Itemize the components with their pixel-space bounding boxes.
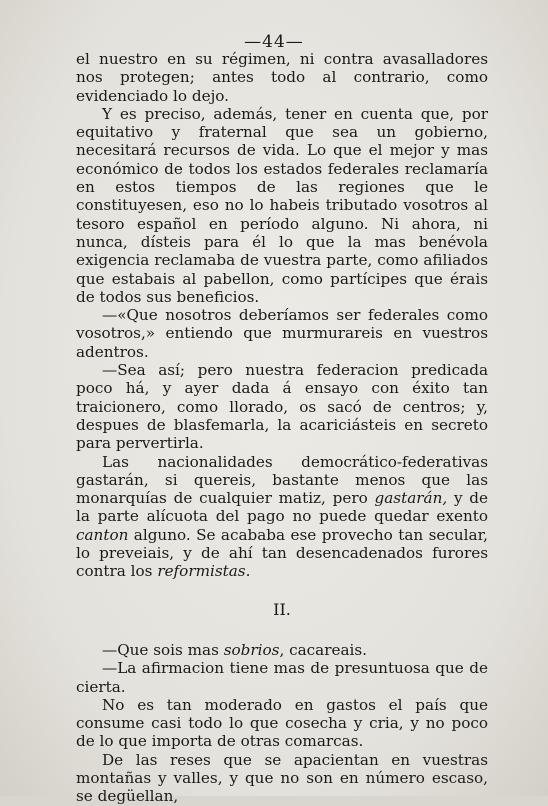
paragraph: —Que sois mas sobrios, cacareais. xyxy=(102,640,368,659)
paragraph: Y es preciso, además, tener en cuenta que, por equitativo y fraternal que sea un gobierno, necesitará recursos de vida. Lo que el mejor y mas económico de todos los estados federales reclamaría en estos tiempos de las regiones que le constituyesen, eso no lo habeis tributado vosotros al tesoro español en período alguno. Ni ahora, ni nunca, dísteis para él lo que la mas benévola exigencia reclamaba de vuestra parte, como afiliados que estabais al pabellon, como partícipes que érais de todos sus beneficios. xyxy=(76,104,488,306)
paragraph: Las nacionalidades democrático-federativas gastarán, si quereis, bastante menos que las monarquías de cualquier matiz, pero gastarán, y de la parte alícuota del pago no puede quedar exento canton alguno. Se acababa ese provecho tan secular, lo preveiais, y de ahí tan desencadenados furores contra los reformistas. xyxy=(76,452,488,581)
paragraph: el nuestro en su régimen, ni contra avasalladores nos protegen; antes todo al contrario, como evidenciado lo dejo. xyxy=(76,50,488,105)
paragraph: —«Que nosotros deberíamos ser federales como vosotros,» entiendo que murmurareis en vuestros adentros. xyxy=(76,306,488,361)
paragraph: No es tan moderado en gastos el país que consume casi todo lo que cosecha y cria, y no poco de lo que importa de otras comarcas. xyxy=(76,695,488,751)
body-text xyxy=(76,50,488,806)
paragraph: De las reses que se apacientan en vuestras montañas y valles, y que no son en número escaso, se degüellan, xyxy=(76,750,488,806)
paragraph: —La afirmacion tiene mas de presuntuosa que de cierta. xyxy=(76,659,488,696)
paragraph: —Sea así; pero nuestra federacion predicada poco há, y ayer dada á ensayo con éxito tan traicionero, como llorado, os sacó de centros; y, despues de blasfemarla, la acariciásteis en secreto para pervertirla. xyxy=(76,361,488,453)
section-heading: II. xyxy=(273,599,291,619)
page-number: —44— xyxy=(244,32,304,52)
